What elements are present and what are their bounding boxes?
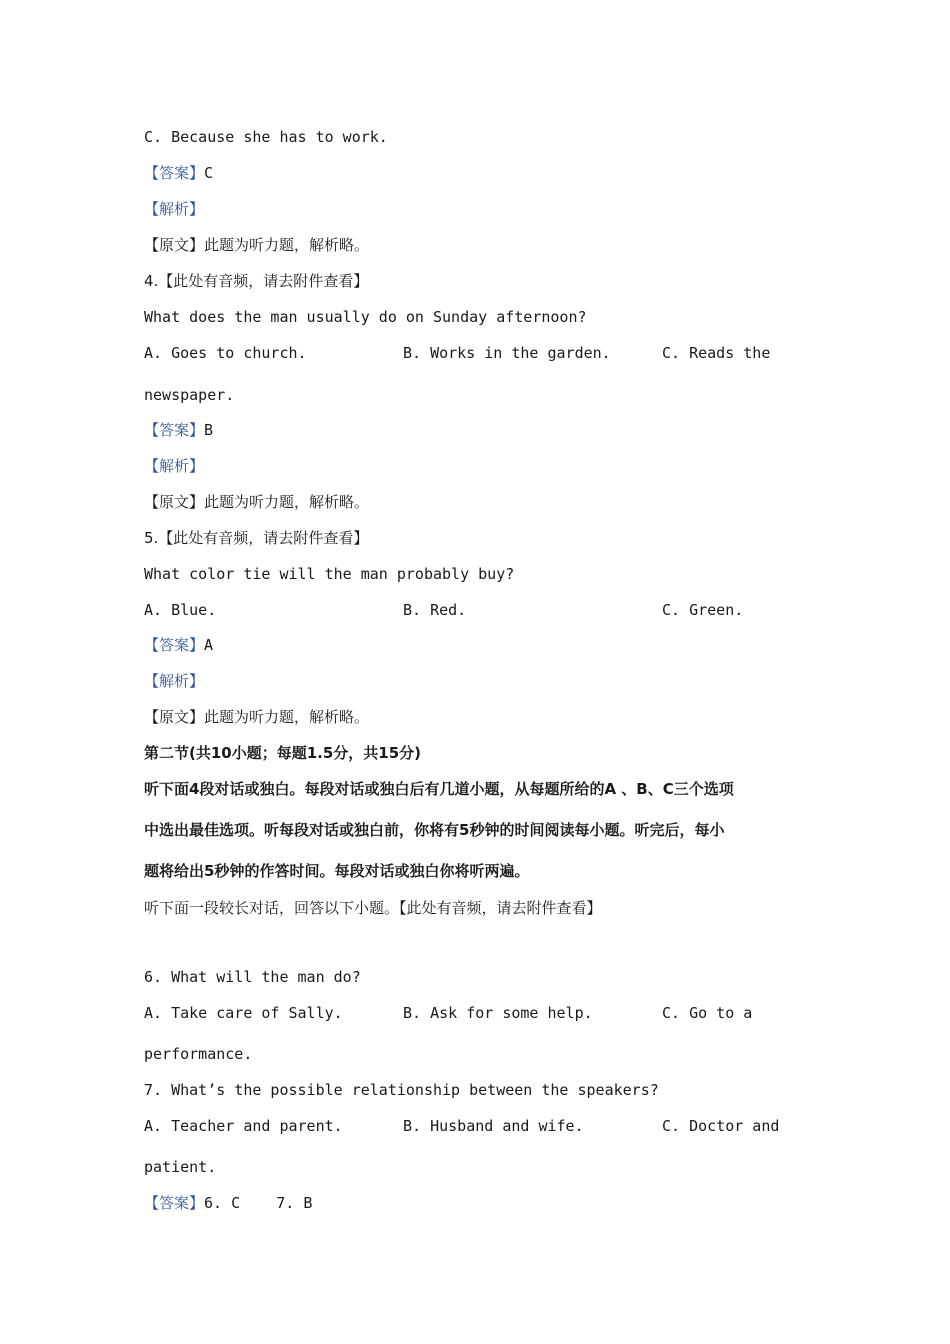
q3-answer [144,163,213,183]
q5-option-a: A. Blue. [144,601,217,619]
q6-option-c-cont: performance. [144,1045,253,1063]
section-instruction-line-2: 中选出最佳选项。听每段对话或独白前，你将有5秒钟的时间阅读每小题。听完后，每小 [144,821,725,839]
answer-value: C [204,164,214,182]
q5-answer [144,635,213,655]
answer-tag: 【答案】 [144,1194,205,1212]
q7-option-c: C. Doctor and [662,1117,780,1135]
q7-question: 7. What’s the possible relationship between the speakers? [144,1081,659,1099]
q5-option-c: C. Green. [662,601,744,619]
section-title: 第二节(共10小题；每题1.5分，共15分) [144,744,422,762]
q4-stem-head: 4.【此处有音频，请去附件查看】 [144,272,369,290]
section-instruction-line-1: 听下面4段对话或独白。每段对话或独白后有几道小题，从每题所给的A 、B、C三个选项 [144,780,734,798]
q6-option-c: C. Go to a [662,1004,753,1022]
q7-option-c-cont: patient. [144,1158,217,1176]
q4-source: 【原文】此题为听力题，解析略。 [144,493,370,511]
answer-value: A [204,636,214,654]
q6-question: 6. What will the man do? [144,968,361,986]
answer-value: B [204,421,214,439]
answer-tag: 【答案】 [144,636,205,654]
q6-option-a: A. Take care of Sally. [144,1004,343,1022]
q5-source: 【原文】此题为听力题，解析略。 [144,708,370,726]
q4-option-c: C. Reads the [662,344,771,362]
answer-tag: 【答案】 [144,421,205,439]
combined-answer [144,1193,312,1213]
q3-option-c: C. Because she has to work. [144,128,388,146]
q7-option-b: B. Husband and wife. [403,1117,584,1135]
q5-analysis-tag: 【解析】 [144,672,205,690]
q3-source: 【原文】此题为听力题，解析略。 [144,236,370,254]
answer-tag: 【答案】 [144,164,205,182]
answer-value: 6. C 7. B [204,1194,313,1212]
q4-answer [144,420,213,440]
q4-question: What does the man usually do on Sunday afternoon? [144,308,587,326]
q6-option-b: B. Ask for some help. [403,1004,593,1022]
q5-option-b: B. Red. [403,601,467,619]
q4-option-a: A. Goes to church. [144,344,307,362]
q4-analysis-tag: 【解析】 [144,457,205,475]
q7-option-a: A. Teacher and parent. [144,1117,343,1135]
section-instruction-line-3: 题将给出5秒钟的作答时间。每段对话或独白你将听两遍。 [144,862,530,880]
q5-question: What color tie will the man probably buy? [144,565,515,583]
q4-option-c-cont: newspaper. [144,386,235,404]
q5-stem-head: 5.【此处有音频，请去附件查看】 [144,529,369,547]
q4-option-b: B. Works in the garden. [403,344,611,362]
dialogue-intro: 听下面一段较长对话，回答以下小题。【此处有音频，请去附件查看】 [144,899,602,917]
q3-analysis-tag: 【解析】 [144,200,205,218]
